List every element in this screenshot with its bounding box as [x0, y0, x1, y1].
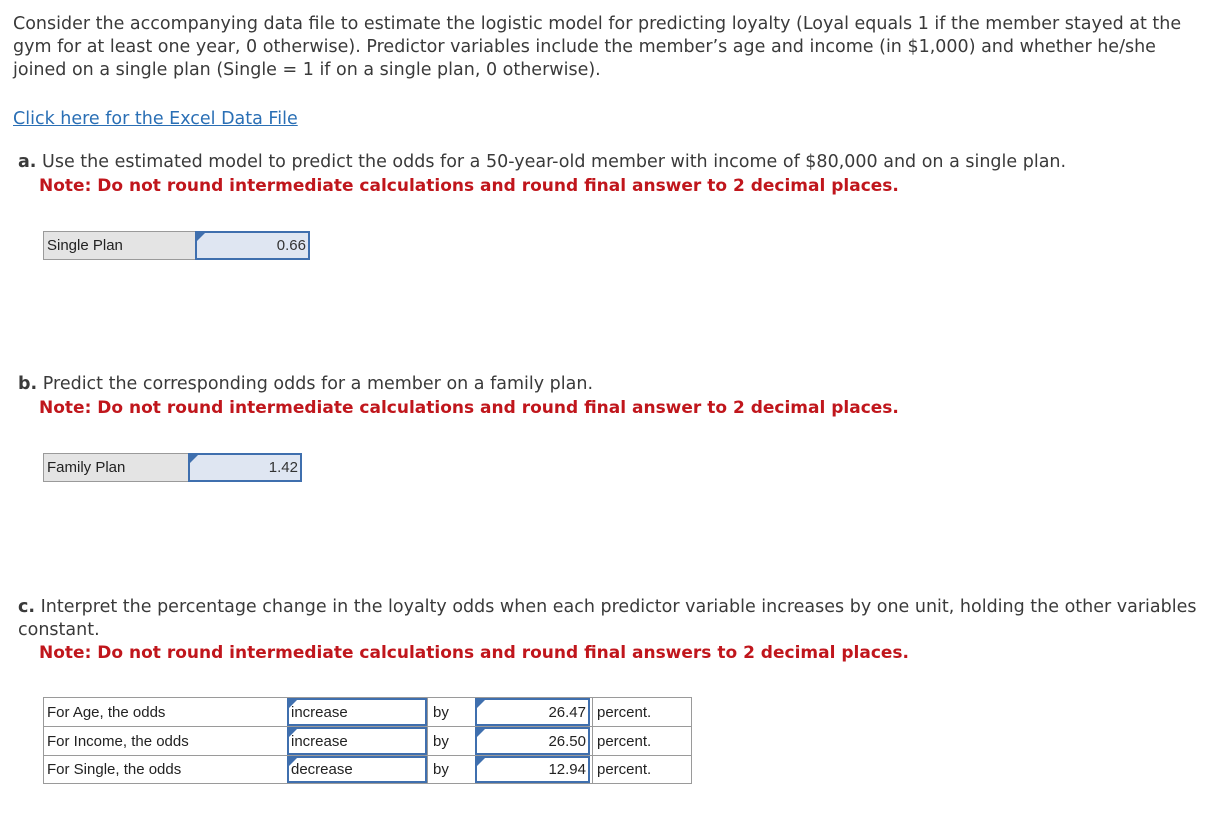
percent-unit-label: percent.	[592, 756, 691, 783]
part-c-note: Note: Do not round intermediate calculations and round final answers to 2 decimal places.	[39, 643, 909, 663]
direction-value: decrease	[291, 761, 353, 778]
part-b-letter: b.	[18, 374, 38, 394]
table-row	[44, 726, 691, 755]
answer-flag-icon	[477, 758, 485, 766]
row-label: For Income, the odds	[47, 732, 189, 750]
answer-flag-icon	[190, 455, 198, 463]
part-b-question	[18, 373, 593, 396]
excel-data-link[interactable]: Click here for the Excel Data File	[13, 109, 298, 129]
answer-flag-icon	[477, 729, 485, 737]
direction-select[interactable]	[287, 727, 427, 755]
answer-flag-icon	[289, 700, 297, 708]
row-label: For Age, the odds	[47, 703, 166, 721]
part-c-letter: c.	[18, 597, 36, 617]
direction-select[interactable]	[287, 756, 427, 783]
answer-flag-icon	[289, 758, 297, 766]
single-plan-answer-value: 0.66	[276, 237, 306, 254]
percent-unit-label: percent.	[592, 727, 691, 755]
part-b-text: Predict the corresponding odds for a member on a family plan.	[42, 374, 594, 394]
part-c-text: Interpret the percentage change in the loyalty odds when each predictor variable increases by one unit, holding the other variables constant.	[18, 597, 1197, 640]
percent-answer-input[interactable]	[475, 727, 590, 755]
by-label: by	[427, 698, 477, 726]
answer-flag-icon	[289, 729, 297, 737]
percent-value: 26.50	[548, 732, 586, 750]
direction-value: increase	[291, 732, 348, 750]
table-row	[44, 698, 691, 726]
part-a-text: Use the estimated model to predict the odds for a 50-year-old member with income of $80,000 and on a single plan.	[42, 152, 1067, 172]
percent-value: 26.47	[548, 703, 586, 721]
single-plan-label: Single Plan	[43, 231, 197, 260]
problem-intro: Consider the accompanying data file to estimate the logistic model for predicting loyalty (Loyal equals 1 if the member stayed at the gym for at least one year, 0 otherwise). Predictor variables include the member’s age and income (in $1,000) and whether he/she joined on a single plan (Single = 1 if on a single plan, 0 otherwise).	[13, 14, 1182, 80]
family-plan-answer-input[interactable]	[188, 453, 302, 482]
percent-unit-label: percent.	[592, 698, 691, 726]
percent-value: 12.94	[548, 761, 586, 778]
part-a-question	[18, 151, 1066, 174]
by-label: by	[427, 727, 477, 755]
answer-flag-icon	[197, 233, 205, 241]
by-label: by	[427, 756, 477, 783]
table-row	[44, 755, 691, 783]
family-plan-label: Family Plan	[43, 453, 191, 482]
part-b-note: Note: Do not round intermediate calculations and round final answer to 2 decimal places.	[39, 398, 899, 418]
odds-change-table	[43, 697, 692, 784]
part-c-question	[18, 596, 1203, 642]
part-a-note: Note: Do not round intermediate calculations and round final answer to 2 decimal places.	[39, 176, 899, 196]
answer-flag-icon	[477, 700, 485, 708]
percent-answer-input[interactable]	[475, 756, 590, 783]
direction-value: increase	[291, 703, 348, 721]
single-plan-answer-input[interactable]	[195, 231, 310, 260]
part-a-letter: a.	[18, 152, 37, 172]
row-label: For Single, the odds	[47, 761, 182, 778]
family-plan-answer-value: 1.42	[268, 459, 298, 476]
direction-select[interactable]	[287, 698, 427, 726]
percent-answer-input[interactable]	[475, 698, 590, 726]
